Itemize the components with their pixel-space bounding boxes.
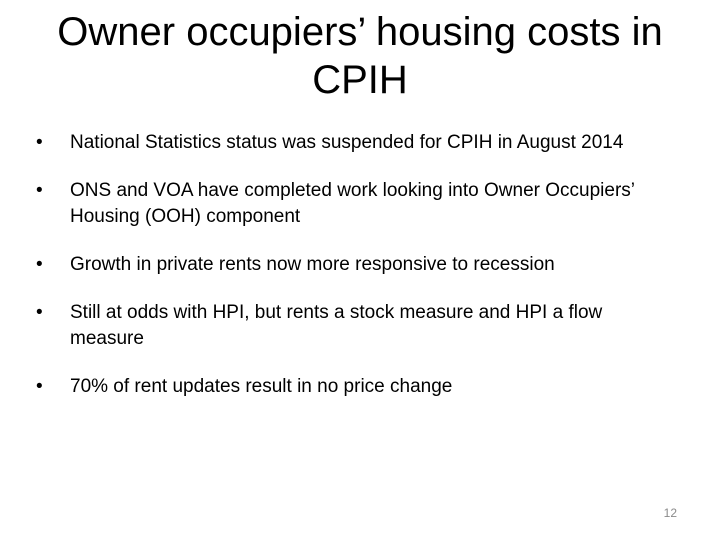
bullet-dot-icon: •: [36, 132, 43, 153]
bullet-item: [36, 130, 676, 156]
bullet-dot-icon: •: [36, 180, 43, 201]
bullet-list: [36, 130, 676, 422]
bullet-text: Still at odds with HPI, but rents a stock measure and HPI a flow measure: [70, 302, 603, 349]
bullet-item: [36, 252, 676, 278]
slide-title: Owner occupiers’ housing costs in CPIH: [57, 10, 663, 102]
bullet-dot-icon: •: [36, 376, 43, 397]
bullet-text: Growth in private rents now more responsive to recession: [70, 254, 555, 275]
bullet-dot-icon: •: [36, 302, 43, 323]
bullet-item: [36, 178, 676, 230]
bullet-text: 70% of rent updates result in no price change: [70, 376, 453, 397]
bullet-item: [36, 300, 676, 352]
bullet-text: ONS and VOA have completed work looking into Owner Occupiers’ Housing (OOH) component: [70, 180, 635, 227]
slide-number: 12: [663, 506, 677, 520]
bullet-text: National Statistics status was suspended for CPIH in August 2014: [70, 132, 624, 153]
bullet-item: [36, 374, 676, 400]
bullet-dot-icon: •: [36, 254, 43, 275]
